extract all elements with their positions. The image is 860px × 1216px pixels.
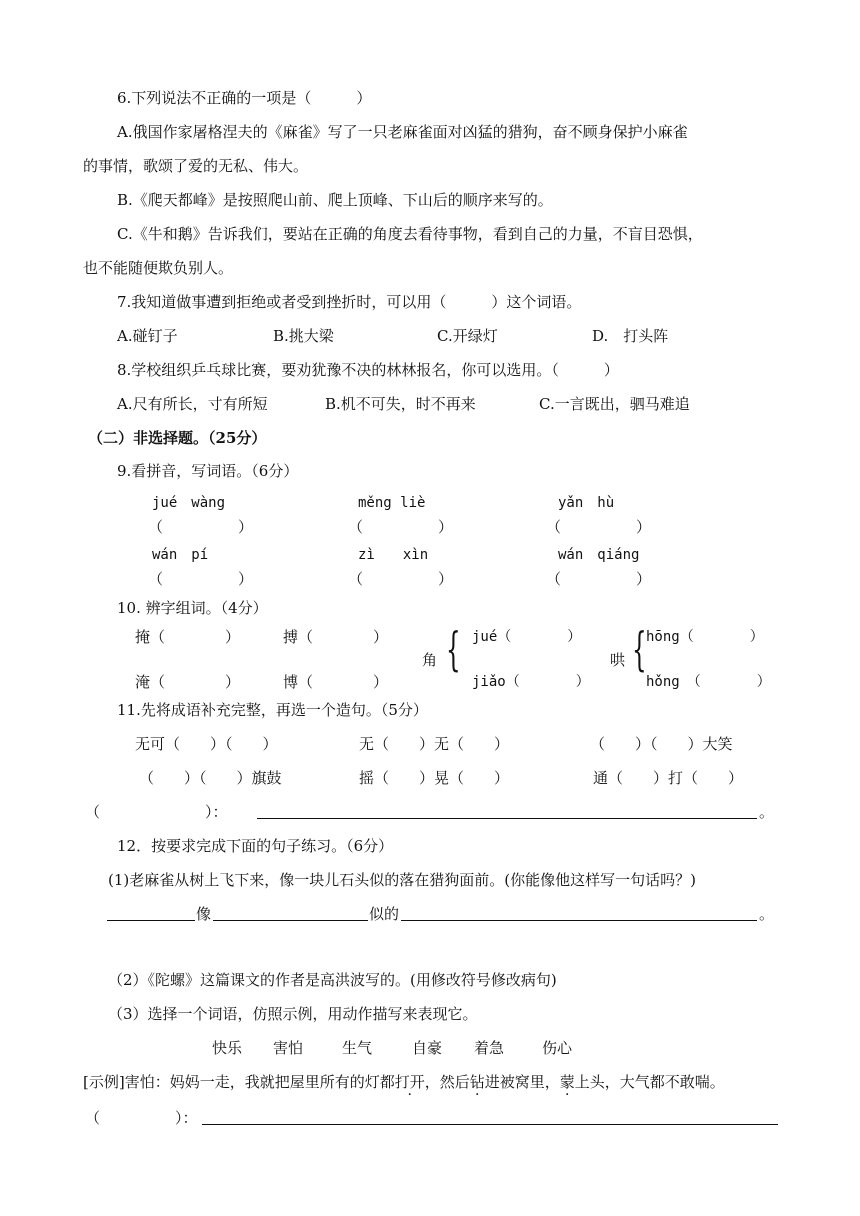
q12-sid: 似的 bbox=[369, 905, 400, 923]
q12-example bbox=[83, 1072, 725, 1092]
q9-blank-3[interactable]: （ ） bbox=[546, 518, 652, 536]
q12-word-6: 伤心 bbox=[542, 1039, 573, 1057]
q6-stem: 6.下列说法不正确的一项是（ ） bbox=[117, 89, 372, 107]
q8-option-a: A.尺有所长，寸有所短 bbox=[117, 395, 268, 413]
q10-hong-reading-2[interactable]: hǒng （ ） bbox=[646, 674, 771, 690]
q7-option-d: D. 打头阵 bbox=[592, 327, 669, 345]
q9-blank-4[interactable]: （ ） bbox=[148, 570, 254, 588]
q11-idiom-5[interactable]: 摇（ ）晃（ ） bbox=[359, 769, 510, 787]
q8-option-b: B.机不可失，时不再来 bbox=[325, 395, 476, 413]
q12-word-4: 自豪 bbox=[412, 1039, 443, 1057]
q12-answer-label: （ ）： bbox=[85, 1109, 198, 1127]
example-text: 上头，大气都不敢喘。 bbox=[574, 1073, 725, 1091]
section-heading: （二）非选择题。（25分） bbox=[88, 429, 267, 447]
q11-period: 。 bbox=[759, 803, 775, 821]
q12-stem: 12．按要求完成下面的句子练习。（6分） bbox=[117, 837, 394, 855]
q7-option-c: C.开绿灯 bbox=[437, 327, 498, 345]
q7-option-a: A.碰钉子 bbox=[117, 327, 178, 345]
q12-sentence-2: （2）《陀螺》这篇课文的作者是高洪波写的。(用修改符号修改病句) bbox=[108, 971, 557, 989]
q12-word-5: 着急 bbox=[474, 1039, 505, 1057]
q11-answer-line[interactable] bbox=[257, 818, 757, 819]
q9-pinyin-6: wán qiáng bbox=[558, 547, 640, 563]
q9-stem: 9.看拼音，写词语。（6分） bbox=[117, 462, 299, 480]
example-text: ，然后 bbox=[424, 1073, 470, 1091]
q9-blank-5[interactable]: （ ） bbox=[348, 570, 454, 588]
example-text: 进被窝里， bbox=[484, 1073, 560, 1091]
q10-hong-reading-1[interactable]: hōng（ ） bbox=[646, 629, 764, 645]
q12-word-3: 生气 bbox=[342, 1039, 373, 1057]
q9-blank-1[interactable]: （ ） bbox=[148, 518, 254, 536]
q8-stem: 8.学校组织乒乓球比赛，要劝犹豫不决的林林报名，你可以选用。（ ） bbox=[117, 361, 619, 379]
q11-idiom-6[interactable]: 通（ ）打（ ） bbox=[593, 769, 744, 787]
q10-hong-char: 哄 bbox=[610, 651, 626, 669]
q12-sentence-3: （3）选择一个词语，仿照示例，用动作描写来表现它。 bbox=[108, 1005, 478, 1023]
q10-jiao-reading-2[interactable]: jiǎo（ ） bbox=[472, 674, 590, 690]
q6-option-c-line2: 也不能随便欺负别人。 bbox=[83, 259, 234, 277]
q6-option-a-line2: 的事情，歌颂了爱的无私、伟大。 bbox=[83, 157, 309, 175]
q10-jiao-reading-1[interactable]: jué（ ） bbox=[472, 629, 582, 645]
brace-icon: { bbox=[446, 622, 461, 676]
q11-stem: 11.先将成语补充完整，再选一个造句。（5分） bbox=[117, 701, 428, 719]
example-action-zuan: 钻 bbox=[469, 1073, 485, 1091]
q12-word-1: 快乐 bbox=[212, 1039, 243, 1057]
q9-pinyin-5: zì xìn bbox=[358, 547, 429, 563]
q6-option-c-line1: C.《牛和鹅》告诉我们，要站在正确的角度去看待事物，看到自己的力量，不盲目恐惧， bbox=[117, 225, 703, 243]
q6-option-a-line1: A.俄国作家屠格涅夫的《麻雀》写了一只老麻雀面对凶猛的猎狗，奋不顾身保护小麻雀 bbox=[117, 123, 688, 141]
q11-idiom-2[interactable]: 无（ ）无（ ） bbox=[359, 735, 510, 753]
example-action-dakai: 打开 bbox=[394, 1073, 425, 1091]
q12-sentence-1: (1)老麻雀从树上飞下来，像一块儿石头似的落在猎狗面前。(你能像他这样写一句话吗？) bbox=[108, 871, 696, 889]
example-text: [示例]害怕：妈妈一走，我就把屋里所有的灯都 bbox=[83, 1073, 395, 1091]
q6-option-b: B.《爬天都峰》是按照爬山前、爬上顶峰、下山后的顺序来写的。 bbox=[117, 191, 553, 209]
q12-blank-action[interactable] bbox=[401, 920, 757, 921]
q10-char-4[interactable]: 博（ ） bbox=[283, 673, 389, 691]
q12-word-2: 害怕 bbox=[273, 1039, 304, 1057]
q7-option-b: B.挑大梁 bbox=[273, 327, 334, 345]
example-action-meng: 蒙 bbox=[559, 1073, 575, 1091]
q12-blank-subject[interactable] bbox=[107, 920, 195, 921]
q9-pinyin-2: měng liè bbox=[358, 495, 426, 511]
q11-idiom-1[interactable]: 无可（ ）（ ） bbox=[135, 735, 278, 753]
q11-answer-label: （ ）： bbox=[85, 803, 228, 821]
q12-answer-line[interactable] bbox=[202, 1124, 778, 1125]
q12-xiang: 像 bbox=[196, 905, 212, 923]
q9-pinyin-4: wán pí bbox=[152, 547, 209, 563]
q7-stem: 7.我知道做事遭到拒绝或者受到挫折时，可以用（ ）这个词语。 bbox=[117, 293, 582, 311]
q11-idiom-4[interactable]: （ ）（ ）旗鼓 bbox=[139, 769, 282, 787]
brace-icon: { bbox=[632, 622, 647, 676]
q9-blank-2[interactable]: （ ） bbox=[348, 518, 454, 536]
q10-char-3[interactable]: 淹（ ） bbox=[135, 673, 241, 691]
q12-period: 。 bbox=[759, 905, 775, 923]
q10-stem: 10. 辨字组词。（4分） bbox=[117, 599, 268, 617]
q10-char-1[interactable]: 掩（ ） bbox=[135, 628, 241, 646]
q9-pinyin-3: yǎn hù bbox=[558, 495, 615, 511]
q10-jiao-char: 角 bbox=[422, 651, 438, 669]
q8-option-c: C.一言既出，驷马难追 bbox=[539, 395, 690, 413]
q9-blank-6[interactable]: （ ） bbox=[546, 570, 652, 588]
q11-idiom-3[interactable]: （ ）（ ）大笑 bbox=[590, 735, 733, 753]
q10-char-2[interactable]: 搏（ ） bbox=[283, 628, 389, 646]
q12-blank-object[interactable] bbox=[213, 920, 368, 921]
q9-pinyin-1: jué wàng bbox=[152, 495, 226, 511]
